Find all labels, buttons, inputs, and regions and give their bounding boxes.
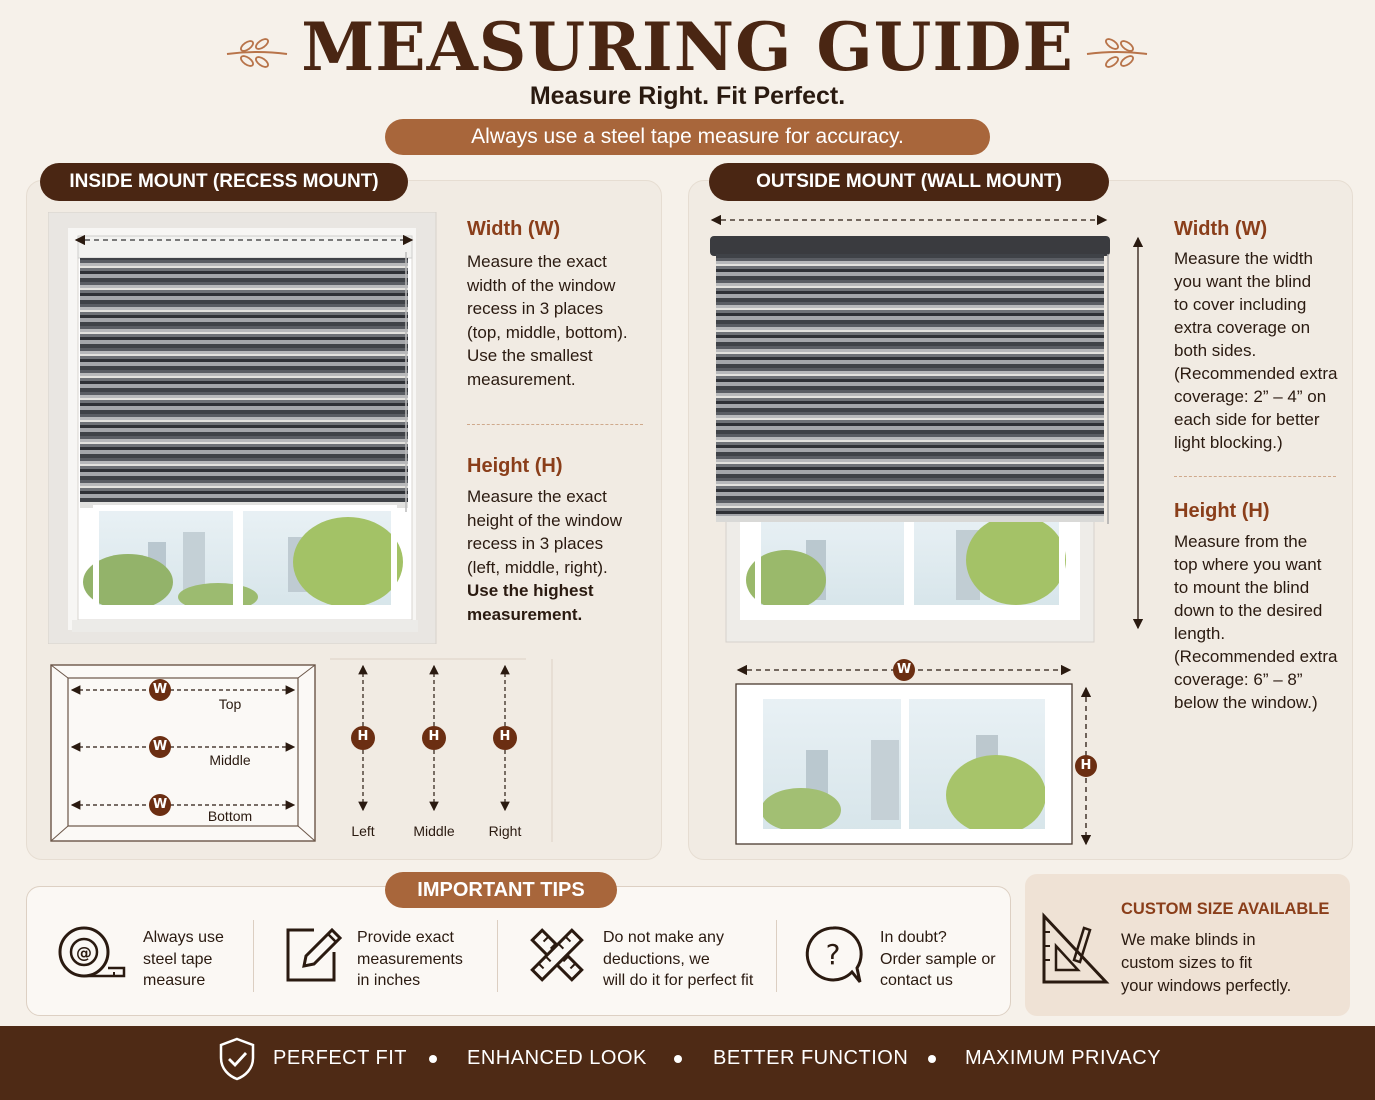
label-bottom: Bottom (207, 808, 253, 824)
label-right: Right (488, 823, 522, 839)
shield-check-icon (217, 1036, 257, 1082)
footer-item-enhanced-look: ENHANCED LOOK (467, 1047, 647, 1069)
set-square-icon (1040, 912, 1110, 986)
footer-item-maximum-privacy: MAXIMUM PRIVACY (965, 1047, 1162, 1069)
svg-text:?: ? (825, 938, 841, 971)
footer-dot (429, 1055, 437, 1063)
inside-width-text: Measure the exact width of the window recess in 3 places (top, middle, bottom). Use the smallest measurement. (467, 252, 628, 389)
inside-width-heading: Width (W) (467, 218, 561, 240)
label-middle: Middle (209, 752, 251, 768)
badge-h-right: H (499, 729, 511, 744)
footer-item-perfect-fit: PERFECT FIT (273, 1047, 408, 1069)
pencil-note-icon (282, 924, 344, 986)
tip-3-text: Do not make any deductions, we will do it for perfect fit (603, 929, 754, 989)
tip-2-text: Provide exact measurements in inches (357, 929, 463, 989)
tip-4-text: In doubt? Order sample or contact us (880, 929, 996, 989)
divider (497, 920, 498, 992)
page-subtitle: Measure Right. Fit Perfect. (529, 82, 846, 110)
outside-width-text: Measure the width you want the blind to cover including extra coverage on both sides. (Recommended extra coverage: 2” – 4” on each side for better light blocking.) (1174, 249, 1338, 452)
tape-measure-icon (58, 924, 128, 984)
divider (1174, 476, 1336, 477)
outside-width-heading: Width (W) (1174, 218, 1268, 240)
divider (776, 920, 777, 992)
inside-height-heading: Height (H) (467, 455, 563, 477)
outside-mount-window-illustration (706, 210, 1156, 850)
badge-h-middle: H (428, 729, 440, 744)
footer-dot (674, 1055, 682, 1063)
badge-outside-w: W (896, 662, 912, 677)
custom-size-text: We make blinds in custom sizes to fit your windows perfectly. (1121, 931, 1292, 995)
badge-w-middle: W (152, 739, 168, 754)
tip-banner: Always use a steel tape measure for accuracy. (385, 119, 990, 155)
badge-w-top: W (152, 682, 168, 697)
outside-mount-title: OUTSIDE MOUNT (WALL MOUNT) (709, 163, 1109, 201)
label-top: Top (218, 696, 242, 712)
custom-size-title: CUSTOM SIZE AVAILABLE (1121, 900, 1330, 918)
svg-text:@: @ (76, 943, 92, 962)
crossed-rulers-icon (526, 924, 588, 986)
footer-item-better-function: BETTER FUNCTION (713, 1047, 909, 1069)
divider (253, 920, 254, 992)
outside-height-heading: Height (H) (1174, 500, 1270, 522)
footer-dot (928, 1055, 936, 1063)
page-title: MEASURING GUIDE (301, 8, 1074, 86)
footer-bar (0, 1026, 1375, 1100)
label-middle-h: Middle (413, 823, 455, 839)
badge-w-bottom: W (152, 797, 168, 812)
outside-height-text: Measure from the top where you want to mount the blind down to the desired length. (Recommended extra coverage: 6” – 8” below the window.) (1174, 532, 1338, 712)
tips-title: IMPORTANT TIPS (385, 872, 617, 908)
divider (467, 424, 643, 425)
tip-1-text: Always use steel tape measure (143, 929, 224, 989)
badge-h-left: H (357, 729, 369, 744)
recess-width-diagram (50, 664, 316, 842)
inside-mount-window-illustration (48, 212, 438, 644)
badge-outside-h: H (1080, 758, 1092, 773)
inside-height-text: Measure the exact height of the window recess in 3 places (left, middle, right). Use the highest measurement. (467, 487, 622, 624)
recess-height-diagram (330, 656, 556, 846)
inside-mount-title: INSIDE MOUNT (RECESS MOUNT) (40, 163, 408, 201)
question-bubble-icon (802, 924, 864, 986)
label-left: Left (351, 823, 375, 839)
